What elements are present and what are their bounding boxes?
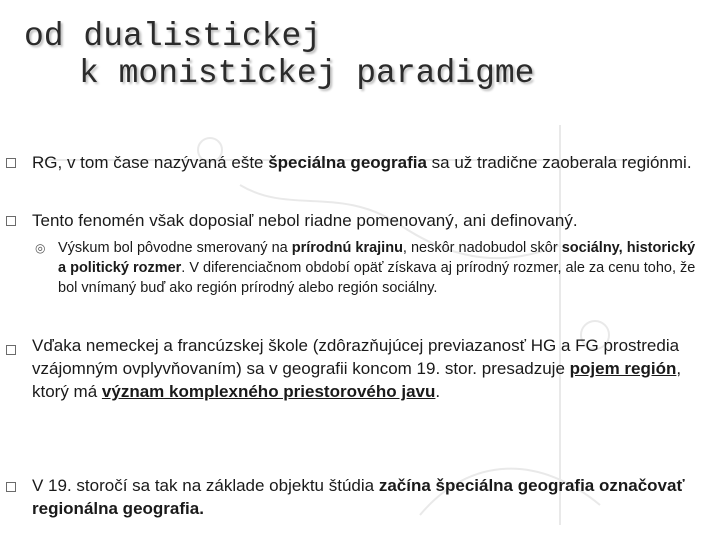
bullet-1-bold: špeciálna geografia: [268, 153, 427, 172]
bullet-3-text: Vďaka nemeckej a francúzskej škole (zdôrazňujúcej previazanosť HG a FG prostredia vzájomným ovplyvňovaním) sa v geografii koncom 19. stor. presadzuje: [32, 336, 680, 378]
title-line-1: od dualistickej: [24, 18, 322, 55]
bullet-square-icon: [6, 482, 16, 492]
bullet-item-3: [32, 334, 702, 403]
bullet-3-text-2: , ktorý má: [32, 359, 682, 401]
bullet-item-4: [32, 474, 702, 520]
bullet-item-2: [32, 209, 702, 232]
bullet-square-icon: [6, 345, 16, 355]
background-watermark: [40, 125, 660, 525]
bullet-1-text: RG, v tom čase nazývaná ešte: [32, 153, 269, 172]
slide-title: [24, 18, 534, 92]
bullet-item-1: [32, 151, 702, 174]
bullet-1-text-end: sa už tradične zaoberala regiónmi.: [426, 153, 692, 172]
sub-bullet-bold-2: sociálny, historický a politický rozmer: [58, 240, 696, 276]
bullet-2-text: Tento fenomén však doposiaľ nebol riadne pomenovaný, ani definovaný.: [32, 211, 578, 230]
sub-bullet-marker-icon: ◎: [35, 241, 46, 255]
title-line-2: k monistickej paradigme: [79, 55, 535, 92]
sub-bullet-bold-1: prírodnú krajinu: [291, 240, 403, 256]
bullet-4-text: V 19. storočí sa tak na základe objektu štúdia: [32, 476, 379, 495]
sub-bullet-text-3: . V diferenciačnom období opäť získava aj prírodný rozmer, ale za cenu toho, že bol vnímaný buď ako región prírodný alebo región sociálny.: [58, 260, 696, 296]
sub-bullet-text-1: Výskum bol pôvodne smerovaný na: [58, 240, 292, 256]
bullet-4-bold: začína špeciálna geografia označovať regionálna geografia.: [32, 476, 685, 518]
bullet-3-bold-1: pojem región: [569, 359, 677, 378]
bullet-3-bold-2: význam komplexného priestorového javu: [101, 382, 436, 401]
bullet-3-text-3: .: [435, 382, 441, 401]
bullet-square-icon: [6, 216, 16, 226]
bullet-square-icon: [6, 158, 16, 168]
sub-bullet-item: [58, 238, 698, 298]
sub-bullet-text-2: , neskôr nadobudol skôr: [402, 240, 562, 256]
